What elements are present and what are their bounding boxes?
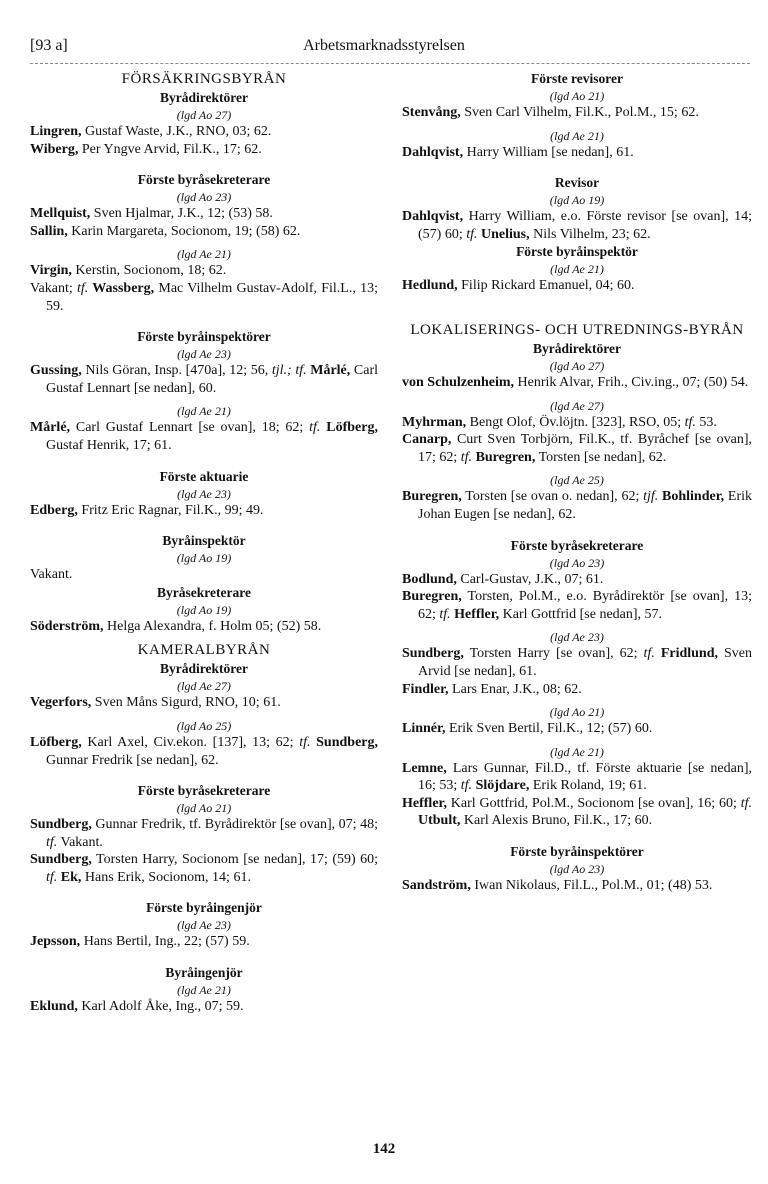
heading: Revisor bbox=[554, 175, 600, 191]
entry: Vakant; tf. Wassberg, Mac Vilhelm Gustav-Adolf, Fil.L., 13; 59. bbox=[30, 280, 378, 314]
heading: Förste revisorer bbox=[530, 71, 624, 86]
page-reference: [93 a] bbox=[30, 37, 68, 54]
section-title: FÖRSÄKRINGSBYRÅN bbox=[121, 71, 287, 87]
salary-grade: (lgd Ae 21) bbox=[550, 128, 604, 143]
entry: Buregren, Torsten, Pol.M., e.o. Byrådirektör [se ovan], 13; 62; tf. Heffler, Karl Gottfrid [se nedan], 57. bbox=[402, 589, 752, 622]
entry: Findler, Lars Enar, J.K., 08; 62. bbox=[402, 681, 582, 697]
heading: Förste byråinspektörer bbox=[137, 329, 271, 345]
page-number: 142 bbox=[372, 1141, 396, 1157]
salary-grade: (lgd Ae 27) bbox=[177, 679, 231, 694]
entry: Buregren, Torsten [se ovan o. nedan], 62; tjf. Bohlinder, Erik Johan Eugen [se nedan], 62. bbox=[402, 489, 752, 522]
entry: Jepsson, Hans Bertil, Ing., 22; (57) 59. bbox=[30, 934, 250, 950]
entry: Sallin, Karin Margareta, Socionom, 19; (58) 62. bbox=[30, 223, 301, 239]
entry: Edberg, Fritz Eric Ragnar, Fil.K., 99; 49. bbox=[30, 502, 264, 518]
entry: Gussing, Nils Göran, Insp. [470a], 12; 56, tjl.; tf. Mårlé, Carl Gustaf Lennart [se nedan], 60. bbox=[30, 363, 378, 396]
entry: Sundberg, Torsten Harry [se ovan], 62; tf. Fridlund, Sven Arvid [se nedan], 61. bbox=[402, 646, 752, 679]
entry: Söderström, Helga Alexandra, f. Holm 05; (52) 58. bbox=[30, 618, 322, 634]
header-rule bbox=[30, 63, 750, 64]
entry: Lingren, Gustaf Waste, J.K., RNO, 03; 62. bbox=[30, 124, 272, 139]
salary-grade: (lgd Ae 23) bbox=[177, 347, 231, 362]
salary-grade: (lgd Ao 21) bbox=[549, 89, 605, 103]
entry: Sundberg, Torsten Harry, Socionom [se nedan], 17; (59) 60; tf. Ek, Hans Erik, Socionom, 14; 61. bbox=[30, 852, 378, 885]
heading: Förste byråsekreterare bbox=[137, 783, 271, 799]
entry: Stenvång, Sven Carl Vilhelm, Fil.K., Pol.M., 15; 62. bbox=[402, 105, 699, 120]
entry: Heffler, Karl Gottfrid, Pol.M., Socionom [se ovan], 16; 60; tf. Utbult, Karl Alexis Bruno, Fil.K., 17; 60. bbox=[402, 795, 752, 829]
entry: Wiberg, Per Yngve Arvid, Fil.K., 17; 62. bbox=[30, 141, 262, 157]
salary-grade: (lgd Ae 23) bbox=[550, 630, 604, 645]
entry: Mårlé, Carl Gustaf Lennart [se ovan], 18; 62; tf. Löfberg, Gustaf Henrik, 17; 61. bbox=[30, 420, 378, 453]
salary-grade: (lgd Ae 21) bbox=[177, 404, 231, 419]
salary-grade: (lgd Ae 27) bbox=[550, 398, 604, 413]
entry: Löfberg, Karl Axel, Civ.ekon. [137], 13; 62; tf. Sundberg, Gunnar Fredrik [se nedan], 62. bbox=[30, 734, 379, 768]
entry: Eklund, Karl Adolf Åke, Ing., 07; 59. bbox=[30, 999, 244, 1015]
salary-grade: (lgd Ae 21) bbox=[550, 262, 604, 277]
salary-grade: (lgd Ao 19) bbox=[549, 193, 605, 208]
heading: Byrådirektörer bbox=[160, 90, 248, 105]
entry: Bodlund, Carl-Gustav, J.K., 07; 61. bbox=[402, 571, 604, 587]
salary-grade: (lgd Ao 19) bbox=[176, 551, 232, 566]
salary-grade: (lgd Ae 23) bbox=[177, 918, 231, 933]
heading: Förste byråingenjör bbox=[146, 900, 262, 916]
entry: Linnér, Erik Sven Bertil, Fil.K., 12; (57) 60. bbox=[402, 721, 653, 737]
entry: Virgin, Kerstin, Socionom, 18; 62. bbox=[30, 263, 227, 279]
heading: Byråsekreterare bbox=[157, 584, 251, 600]
section-title: KAMERALBYRÅN bbox=[137, 642, 271, 659]
salary-grade: (lgd Ao 23) bbox=[549, 862, 605, 877]
entry: Sundberg, Gunnar Fredrik, tf. Byrådirektör [se ovan], 07; 48; tf. Vakant. bbox=[30, 817, 378, 850]
entry: Dahlqvist, Harry William [se nedan], 61. bbox=[402, 144, 634, 160]
heading: Förste byråinspektör bbox=[516, 244, 638, 260]
salary-grade: (lgd Ae 21) bbox=[177, 983, 231, 998]
right-column bbox=[402, 70, 752, 895]
salary-grade: (lgd Ao 21) bbox=[549, 705, 605, 720]
entry: Vakant. bbox=[30, 567, 73, 583]
section-title: LOKALISERINGS- OCH UTREDNINGS-BYRÅN bbox=[410, 321, 744, 338]
heading: Byråingenjör bbox=[165, 965, 243, 981]
entry: Lemne, Lars Gunnar, Fil.D., tf. Förste aktuarie [se nedan], 16; 53; tf. Slöjdare, Erik Roland, 19; 61. bbox=[402, 760, 752, 794]
entry: Dahlqvist, Harry William, e.o. Förste revisor [se ovan], 14; (57) 60; tf. Unelius, Nils Vilhelm, 23; 62. bbox=[402, 209, 752, 242]
entry: Mellquist, Sven Hjalmar, J.K., 12; (53) 58. bbox=[30, 206, 273, 222]
salary-grade: (lgd Ae 21) bbox=[177, 247, 231, 262]
heading: Byrådirektörer bbox=[160, 661, 248, 677]
left-column bbox=[30, 70, 378, 1016]
salary-grade: (lgd Ao 21) bbox=[176, 801, 232, 816]
entry: Vegerfors, Sven Måns Sigurd, RNO, 10; 61. bbox=[30, 695, 281, 711]
entry: Hedlund, Filip Rickard Emanuel, 04; 60. bbox=[402, 278, 635, 294]
heading: Byrådirektörer bbox=[533, 340, 621, 356]
salary-grade: (lgd Ao 25) bbox=[176, 718, 232, 733]
heading: Förste byråinspektörer bbox=[510, 844, 644, 860]
heading: Förste aktuarie bbox=[159, 468, 249, 484]
heading: Förste byråsekreterare bbox=[137, 172, 271, 188]
entry: Sandström, Iwan Nikolaus, Fil.L., Pol.M., 01; (48) 53. bbox=[402, 878, 713, 894]
salary-grade: (lgd Ao 19) bbox=[176, 602, 232, 617]
salary-grade: (lgd Ao 23) bbox=[176, 190, 232, 205]
heading: Förste byråsekreterare bbox=[510, 537, 644, 553]
salary-grade: (lgd Ao 27) bbox=[549, 358, 605, 373]
running-title: Arbetsmarknadsstyrelsen bbox=[303, 37, 465, 54]
entry: Myhrman, Bengt Olof, Öv.löjtn. [323], RSO, 05; tf. 53. bbox=[402, 414, 717, 430]
salary-grade: (lgd Ae 21) bbox=[550, 744, 604, 759]
salary-grade: (lgd Ae 25) bbox=[550, 473, 604, 488]
salary-grade: (lgd Ae 23) bbox=[177, 486, 231, 501]
entry: Canarp, Curt Sven Torbjörn, Fil.K., tf. Byråchef [se ovan], 17; 62; tf. Buregren, Torsten [se nedan], 62. bbox=[402, 432, 752, 465]
salary-grade: (lgd Ao 23) bbox=[549, 555, 605, 570]
entry: von Schulzenheim, Henrik Alvar, Frih., Civ.ing., 07; (50) 54. bbox=[402, 374, 749, 390]
salary-grade: (lgd Ao 27) bbox=[176, 108, 232, 122]
heading: Byråinspektör bbox=[162, 533, 246, 549]
